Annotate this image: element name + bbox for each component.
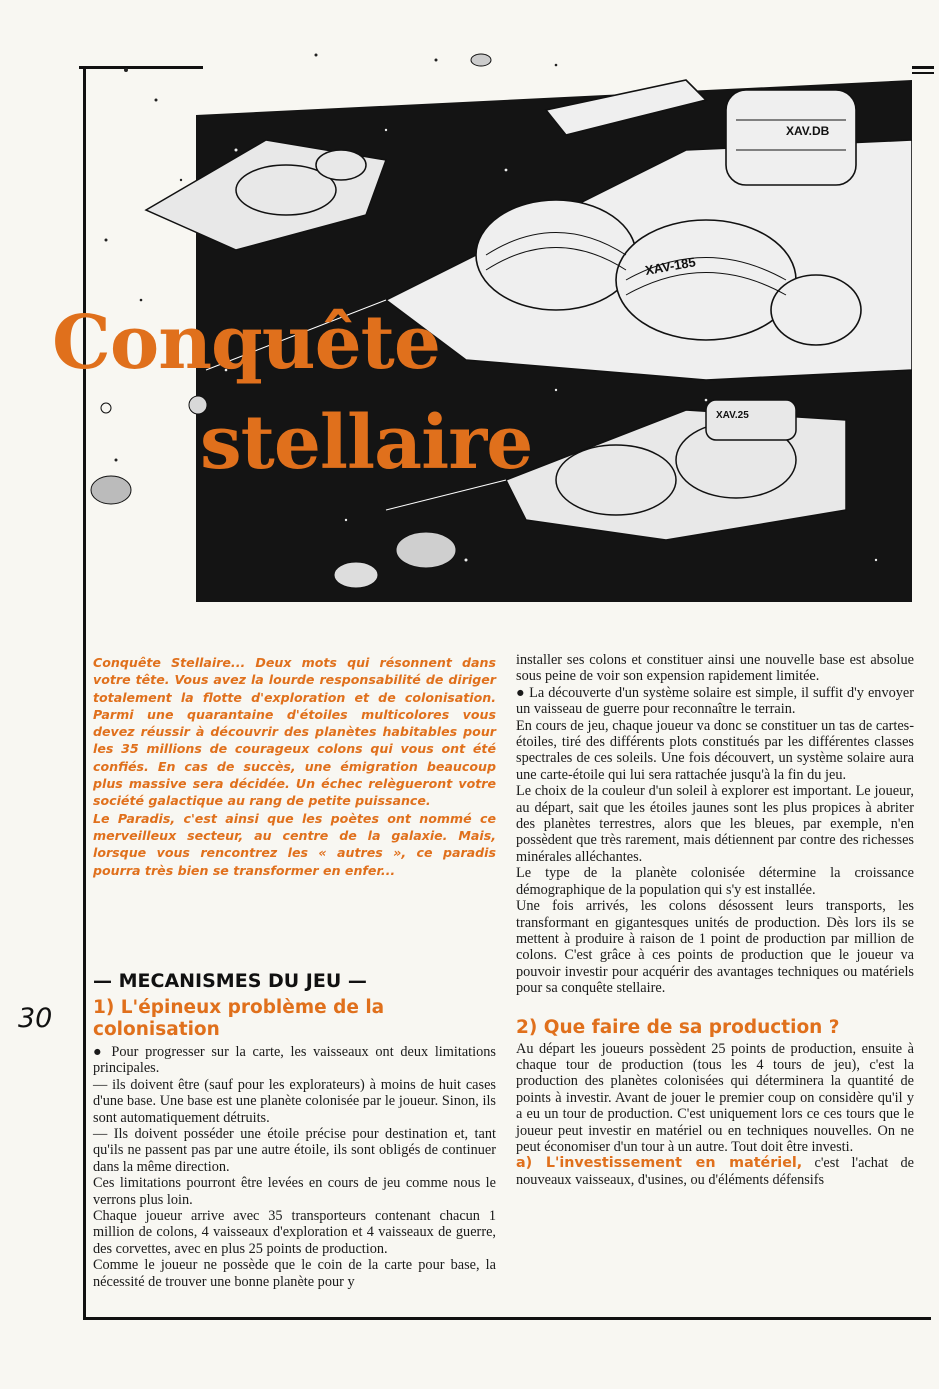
body-paragraph: installer ses colons et constituer ainsi une nouvelle base est absolue sous peine de voir son expension rapidement limitée. [516, 652, 914, 685]
body-paragraph: — ils doivent être (sauf pour les explorateurs) à moins de huit cases d'une base. Une base est une planète colonisée par le joueur. Sinon, ils sont automatiquement détruits. [93, 1076, 496, 1126]
body-paragraph: — Ils doivent posséder une étoile précise pour destination et, tant qu'ils ne passent pas par une autre étoile, ils sont obligés de continuer dans la même direction. [93, 1126, 496, 1175]
body-paragraph-a [516, 1155, 914, 1188]
para-a-text: c'est l'achat de nouveaux vaisseaux, d'usines, ou d'éléments défensifs [516, 1155, 914, 1188]
section-heading: — MECANISMES DU JEU — [93, 970, 367, 992]
para-a-label: a) L'investissement en matériel, [516, 1155, 803, 1172]
body-paragraph: Le choix de la couleur d'un soleil à explorer est important. Le joueur, au départ, sait que les étoiles jaunes sont les plus propices à abriter des planètes terrestres, alors que les bleues, par exemple, n'en possèdent que très rarement, mais détiennent par contre des richesses minérales alléchantes. [516, 783, 914, 865]
body-paragraph: Au départ les joueurs possèdent 25 points de production, ensuite à chaque tour de production (tous les 4 tours de jeu), c'est la production des planètes colonisées qui déterminera la quantité de points à investir. Avant de jouer le premier coup on considère qu'il y a eu un tour de production. C'est uniquement lors ce ces tours que le joueur peut investir en matériel ou en techniques nouvelles. On ne peut économiser d'un tour à un autre. Tout doit être investi. [516, 1040, 914, 1155]
body-paragraph: ● Pour progresser sur la carte, les vaisseaux ont deux limitations principales. [93, 1044, 496, 1077]
body-paragraph: En cours de jeu, chaque joueur va donc se constituer un tas de cartes-étoiles, tiré des différents plots constitués par les différentes classes spectrales de ces soleils. Une fois découvert, un système solaire aura une carte-étoile qui lui sera rattachée jusqu'à la fin du jeu. [516, 717, 914, 783]
title-line-1: Conquête [52, 300, 440, 386]
page-number: 30 [18, 1003, 53, 1034]
intro-paragraph: Conquête Stellaire... Deux mots qui résonnent dans votre tête. Vous avez la lourde responsabilité de diriger totalement la flotte d'exploration et de colonisation. Parmi une quarantaine d'étoiles multicolores vous devez réussir à découvrir des planètes habitables pour les 35 millions de courageux colons qui vous ont été confiés. En cas de succès, une émigration beaucoup plus massive sera décidée. Un échec relègueront votre société galactique au rang de petite puissance. [93, 655, 496, 809]
body-paragraph: Chaque joueur arrive avec 35 transporteurs contenant chacun 1 million de colons, 4 vaisseaux d'exploration et 4 vaisseaux de guerre, des corvettes, avec en plus 25 points de production. [93, 1208, 496, 1257]
body-paragraph: ● La découverte d'un système solaire est simple, il suffit d'y envoyer un vaisseau de guerre pour reconnaître le terrain. [516, 684, 914, 718]
intro-text [93, 654, 496, 879]
body-paragraph: Ces limitations pourront être levées en cours de jeu comme nous le verrons plus loin. [93, 1175, 496, 1208]
body-paragraph: Une fois arrivés, les colons désossent leurs transports, les transformant en gigantesques unités de production. Dès lors ils se mettent à produire à raison de 1 point de production par million de colons. C'est grâce à ces points de production que le joueur va pouvoir investir pour acquérir des avantages techniques ou matériels pour sa conquête stellaire. [516, 898, 914, 997]
left-column [93, 1044, 496, 1290]
right-column [516, 652, 914, 1188]
ship-label: XAV-185 [643, 254, 697, 278]
title-line-2: stellaire [200, 400, 533, 486]
ship-label-2: XAV.DB [786, 124, 830, 138]
body-paragraph: Comme le joueur ne possède que le coin de la carte pour base, la nécessité de trouver une bonne planète pour y [93, 1257, 496, 1290]
page-frame-corner-2 [912, 72, 934, 74]
page-frame-corner [912, 66, 934, 69]
subheading-production: 2) Que faire de sa production ? [516, 1016, 840, 1038]
ship-label-3: XAV.25 [716, 410, 749, 421]
intro-paragraph: Le Paradis, c'est ainsi que les poètes ont nommé ce merveilleux secteur, au centre de la galaxie. Mais, lorsque vous rencontrez les « autres », ce paradis pourra très bien se transformer en enfer... [93, 810, 496, 878]
page-frame-bottom [83, 1317, 931, 1320]
subheading-colonisation: 1) L'épineux problème de la colonisation [93, 997, 385, 1040]
body-paragraph: Le type de la planète colonisée détermine la croissance démographique de la population qui s'y est installée. [516, 865, 914, 898]
